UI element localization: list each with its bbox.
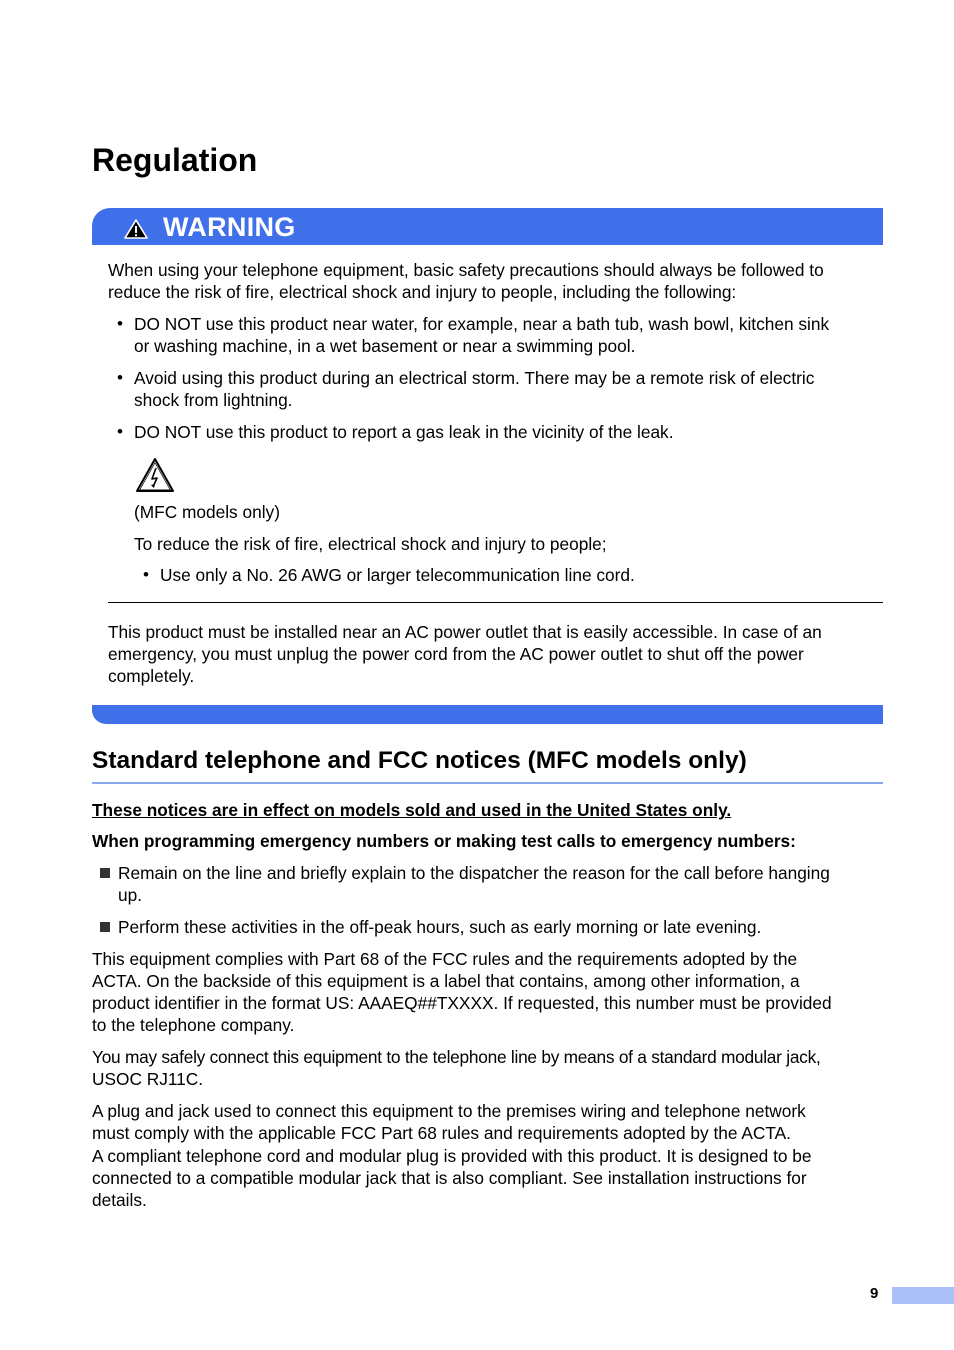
- warning-triangle-icon: [124, 219, 148, 239]
- list-item: up.: [118, 885, 143, 905]
- mfc-intro: To reduce the risk of fire, electrical shock and injury to people;: [134, 534, 607, 554]
- list-item: DO NOT use this product near water, for example, near a bath tub, wash bowl, kitchen sink: [134, 314, 830, 334]
- section-heading: Standard telephone and FCC notices (MFC models only): [92, 747, 747, 774]
- bullet-dot: •: [117, 422, 123, 441]
- list-item: Perform these activities in the off-peak hours, such as early morning or late evening.: [118, 917, 762, 937]
- warning-intro-line: When using your telephone equipment, basic safety precautions should always be followed to: [108, 260, 824, 280]
- paragraph-line: emergency, you must unplug the power cord from the AC power outlet to shut off the power: [108, 644, 804, 664]
- paragraph-line: This product must be installed near an AC power outlet that is easily accessible. In case of an: [108, 622, 822, 642]
- warning-banner: [92, 208, 883, 245]
- square-bullet-icon: [100, 922, 110, 932]
- paragraph-line: ACTA. On the backside of this equipment is a label that contains, among other information, a: [92, 971, 800, 991]
- page-tab: [892, 1287, 954, 1304]
- paragraph-line: product identifier in the format US: AAAEQ##TXXXX. If requested, this number must be provided: [92, 993, 832, 1013]
- paragraph-line: connected to a compatible modular jack that is also compliant. See installation instructions for: [92, 1168, 807, 1188]
- electrical-hazard-icon: [135, 457, 175, 493]
- page-title: Regulation: [92, 142, 258, 178]
- square-bullet-icon: [100, 868, 110, 878]
- list-item: DO NOT use this product to report a gas leak in the vicinity of the leak.: [134, 422, 674, 442]
- bullet-dot: •: [117, 368, 123, 387]
- warning-end-bar: [92, 705, 883, 724]
- paragraph-line: This equipment complies with Part 68 of the FCC rules and the requirements adopted by the: [92, 949, 798, 969]
- list-item: Use only a No. 26 AWG or larger telecommunication line cord.: [160, 565, 635, 585]
- divider: [108, 602, 883, 603]
- paragraph-line: details.: [92, 1190, 147, 1210]
- list-item: Remain on the line and briefly explain to the dispatcher the reason for the call before hanging: [118, 863, 830, 883]
- list-item: shock from lightning.: [134, 390, 293, 410]
- section-underline: [92, 782, 883, 784]
- paragraph-line: A compliant telephone cord and modular plug is provided with this product. It is designed to be: [92, 1146, 812, 1166]
- paragraph-line: A plug and jack used to connect this equipment to the premises wiring and telephone network: [92, 1101, 806, 1121]
- list-item: or washing machine, in a wet basement or near a swimming pool.: [134, 336, 636, 356]
- emergency-heading: When programming emergency numbers or making test calls to emergency numbers:: [92, 831, 796, 851]
- mfc-models-note: (MFC models only): [134, 502, 280, 522]
- paragraph-line: completely.: [108, 666, 195, 686]
- list-item: Avoid using this product during an electrical storm. There may be a remote risk of electric: [134, 368, 815, 388]
- us-notice: These notices are in effect on models sold and used in the United States only.: [92, 800, 732, 820]
- page-number: 9: [870, 1285, 879, 1302]
- warning-intro-line: reduce the risk of fire, electrical shock and injury to people, including the following:: [108, 282, 737, 302]
- bullet-dot: •: [143, 565, 149, 584]
- bullet-dot: •: [117, 314, 123, 333]
- paragraph-line: to the telephone company.: [92, 1015, 295, 1035]
- paragraph-line: USOC RJ11C.: [92, 1069, 204, 1089]
- paragraph-line: You may safely connect this equipment to the telephone line by means of a standard modular jack,: [92, 1047, 821, 1067]
- warning-label: WARNING: [163, 212, 296, 242]
- paragraph-line: must comply with the applicable FCC Part 68 rules and requirements adopted by the ACTA.: [92, 1123, 791, 1143]
